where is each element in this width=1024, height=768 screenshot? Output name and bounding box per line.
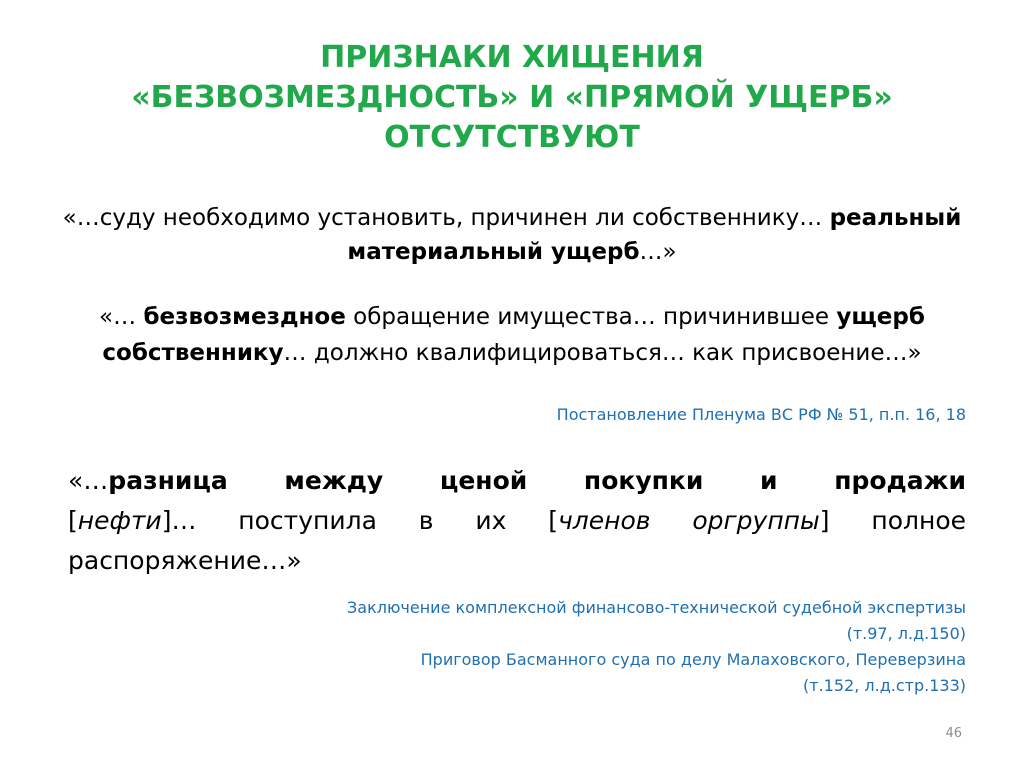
citation-verdict: Приговор Басманного суда по делу Малаховского, Переверзина <box>420 650 966 669</box>
quote2-bold-gratuitous: безвозмездное <box>143 304 346 330</box>
quote3-bracket-open: [ <box>68 506 78 535</box>
citation-plenum-resolution: Постановление Пленума ВС РФ № 51, п.п. 16, 18 <box>556 405 966 424</box>
page-number: 46 <box>945 726 962 741</box>
quote3-bold-price-difference: разница между ценой покупки и продажи <box>108 466 966 495</box>
quote-price-difference <box>68 461 966 581</box>
quote3-italic-group-members: членов оргруппы <box>558 506 820 535</box>
quote3-italic-oil: нефти <box>77 506 162 535</box>
slide-title <box>40 38 984 158</box>
quote1-bold-real-damage: реальный материальный ущерб <box>347 205 962 265</box>
quote-gratuitous-appropriation <box>60 299 964 371</box>
quote3-line2-end: ] полное <box>819 506 966 535</box>
quote3-line-2 <box>68 501 966 541</box>
title-line-2: «БЕЗВОЗМЕЗДНОСТЬ» И «ПРЯМОЙ УЩЕРБ» <box>131 80 893 115</box>
citation-expertise: Заключение комплексной финансово-технической судебной экспертизы <box>347 598 966 617</box>
quote3-line-1 <box>68 461 966 501</box>
quote1-text-end: …» <box>639 239 677 265</box>
title-line-3: ОТСУТСТВУЮТ <box>384 120 640 155</box>
quote1-text-start: «…суду необходимо установить, причинен ли собственнику… <box>62 205 830 231</box>
quote3-line-3: распоряжение…» <box>68 546 302 575</box>
quote3-open: «… <box>68 466 109 495</box>
quote2-bold-owner-damage: ущерб собственнику <box>102 304 925 366</box>
title-line-1: ПРИЗНАКИ ХИЩЕНИЯ <box>320 40 704 75</box>
citations-expertise-verdict <box>106 595 966 699</box>
quote2-text-start: «… <box>99 304 144 330</box>
citation-expertise-ref: (т.97, л.д.150) <box>846 624 966 643</box>
quote2-text-end: … должно квалифицироваться… как присвоение…» <box>283 340 922 366</box>
citation-verdict-ref: (т.152, л.д.стр.133) <box>803 676 966 695</box>
quote3-middle: ]… поступила в их [ <box>161 506 558 535</box>
quote-court-damage <box>60 201 964 269</box>
quote2-text-middle: обращение имущества… причинившее <box>345 304 837 330</box>
